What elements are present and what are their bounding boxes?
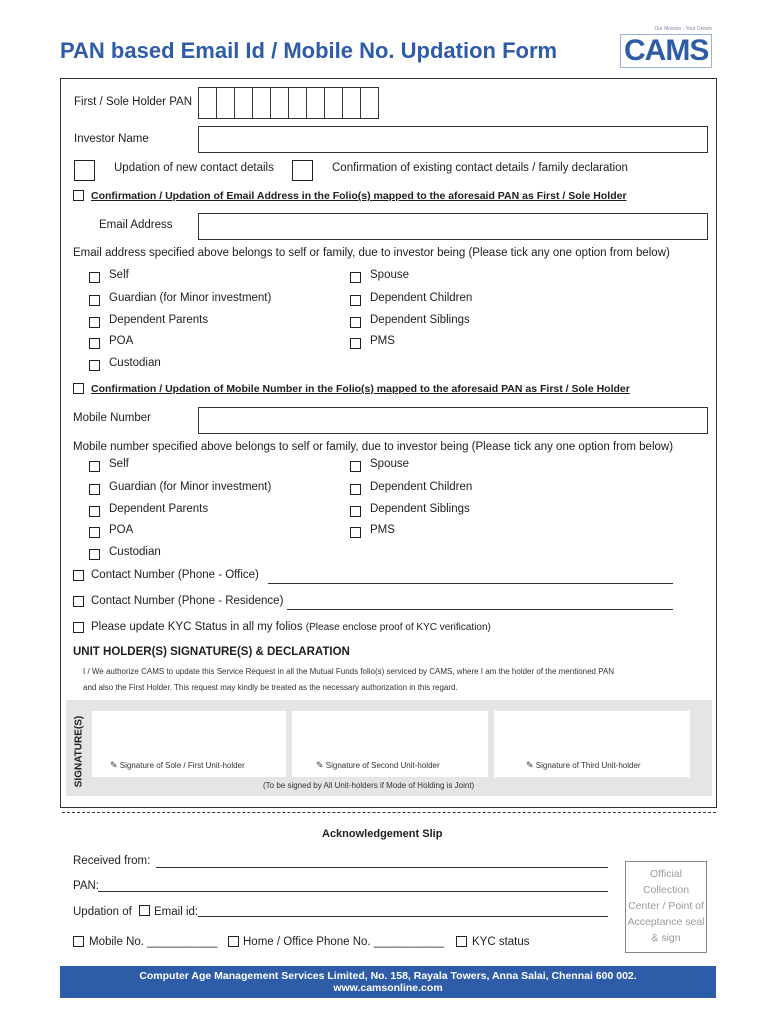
mobile-relation-left-4-checkbox[interactable] — [89, 549, 100, 560]
email-relation-left-1-checkbox[interactable] — [89, 295, 100, 306]
mobile-section-heading: Confirmation / Updation of Mobile Number in the Folio(s) mapped to the aforesaid PAN as First / Sole Holder — [91, 383, 630, 395]
email-section-checkbox[interactable] — [73, 190, 84, 201]
ack-kyc-checkbox[interactable] — [456, 936, 467, 947]
ack-email-line[interactable] — [198, 916, 608, 917]
mobile-number-input[interactable] — [198, 407, 708, 434]
ack-updation-label: Updation of — [73, 906, 132, 918]
mobile-relation-left-0-label: Self — [109, 458, 129, 470]
signature-second-label: Signature of Second Unit-holder — [325, 761, 440, 770]
ack-email-label: Email id: — [154, 906, 199, 918]
ack-title: Acknowledgement Slip — [322, 828, 443, 840]
mobile-relation-right-0-label: Spouse — [370, 458, 410, 470]
signature-third-label: Signature of Third Unit-holder — [535, 761, 641, 770]
residence-phone-line[interactable] — [287, 609, 673, 610]
email-relation-right-2-label: Dependent Siblings — [370, 314, 470, 326]
email-relation-right-1-label: Dependent Children — [370, 292, 473, 304]
email-belongs-text: Email address specified above belongs to self or family, due to investor being (Please tick any one option from below) — [73, 247, 670, 259]
signature-first-caption — [110, 760, 245, 771]
email-address-label: Email Address — [99, 219, 173, 231]
pan-label: First / Sole Holder PAN — [74, 96, 193, 108]
new-contact-label: Updation of new contact details — [114, 162, 274, 174]
investor-name-input[interactable] — [198, 126, 708, 153]
email-section-heading: Confirmation / Updation of Email Address in the Folio(s) mapped to the aforesaid PAN as First / Sole Holder — [91, 190, 627, 202]
pan-cell[interactable] — [360, 87, 379, 119]
ack-kyc-label: KYC status — [472, 936, 530, 948]
confirmation-checkbox[interactable] — [292, 160, 313, 181]
email-relation-right-2-checkbox[interactable] — [350, 317, 361, 328]
pan-cell[interactable] — [324, 87, 343, 119]
mobile-section-checkbox[interactable] — [73, 383, 84, 394]
footer-bar — [60, 966, 716, 998]
mobile-relation-left-2-checkbox[interactable] — [89, 506, 100, 517]
residence-phone-checkbox[interactable] — [73, 596, 84, 607]
cams-logo — [618, 26, 718, 70]
pen-icon: ✎ — [526, 760, 534, 770]
pan-cell[interactable] — [234, 87, 253, 119]
email-relation-right-0-label: Spouse — [370, 269, 410, 281]
mobile-relation-left-3-checkbox[interactable] — [89, 527, 100, 538]
email-relation-left-4-label: Custodian — [109, 357, 161, 369]
footer-address: Computer Age Management Services Limited, No. 158, Rayala Towers, Anna Salai, Chennai 600 002. — [139, 970, 637, 982]
email-relation-right-3-label: PMS — [370, 335, 395, 347]
mobile-relation-right-3-label: PMS — [370, 524, 395, 536]
kyc-update-checkbox[interactable] — [73, 622, 84, 633]
ack-received-from-label: Received from: — [73, 855, 151, 867]
signature-side-text: SIGNATURE(S) — [73, 715, 85, 788]
mobile-relation-right-1-label: Dependent Children — [370, 481, 473, 493]
signature-first-label: Signature of Sole / First Unit-holder — [119, 761, 245, 770]
email-relation-right-0-checkbox[interactable] — [350, 272, 361, 283]
logo-text: CAMS — [620, 34, 712, 68]
email-relation-right-3-checkbox[interactable] — [350, 338, 361, 349]
email-address-input[interactable] — [198, 213, 708, 240]
email-relation-left-4-checkbox[interactable] — [89, 360, 100, 371]
email-relation-left-1-label: Guardian (for Minor investment) — [109, 292, 272, 304]
declaration-line-2: and also the First Holder. This request may kindly be treated as the necessary authorization in this regard. — [83, 683, 458, 692]
declaration-heading: UNIT HOLDER(S) SIGNATURE(S) & DECLARATION — [73, 646, 350, 658]
ack-mobile-label: Mobile No. ___________ — [89, 936, 218, 948]
office-phone-line[interactable] — [268, 583, 673, 584]
kyc-update-note: (Please enclose proof of KYC verification) — [305, 622, 491, 633]
cut-line — [62, 812, 716, 813]
mobile-number-label: Mobile Number — [73, 412, 151, 424]
logo-tagline: Our Mission - Your Dream — [654, 26, 712, 32]
office-phone-label: Contact Number (Phone - Office) — [91, 569, 259, 581]
investor-name-label: Investor Name — [74, 133, 149, 145]
mobile-relation-right-1-checkbox[interactable] — [350, 484, 361, 495]
form-title: PAN based Email Id / Mobile No. Updation Form — [60, 38, 558, 63]
email-relation-left-0-label: Self — [109, 269, 129, 281]
ack-mobile-checkbox[interactable] — [73, 936, 84, 947]
pan-cell[interactable] — [216, 87, 235, 119]
pan-cell[interactable] — [342, 87, 361, 119]
pan-cell[interactable] — [198, 87, 217, 119]
mobile-relation-left-3-label: POA — [109, 524, 134, 536]
mobile-relation-right-2-label: Dependent Siblings — [370, 503, 470, 515]
kyc-update-label — [91, 621, 491, 633]
kyc-update-main: Please update KYC Status in all my folios — [91, 621, 303, 633]
ack-pan-line[interactable] — [98, 891, 608, 892]
mobile-belongs-text: Mobile number specified above belongs to self or family, due to investor being (Please tick any one option from below) — [73, 441, 674, 453]
ack-home-phone-checkbox[interactable] — [228, 936, 239, 947]
email-relation-left-0-checkbox[interactable] — [89, 272, 100, 283]
official-seal-box: Official Collection Center / Point of Acceptance seal & sign — [625, 861, 707, 953]
pan-cell[interactable] — [252, 87, 271, 119]
email-relation-left-3-checkbox[interactable] — [89, 338, 100, 349]
pen-icon: ✎ — [110, 760, 118, 770]
mobile-relation-left-2-label: Dependent Parents — [109, 503, 209, 515]
mobile-relation-right-0-checkbox[interactable] — [350, 461, 361, 472]
pan-input-cells[interactable] — [199, 87, 379, 119]
pan-cell[interactable] — [270, 87, 289, 119]
ack-received-from-line[interactable] — [156, 867, 608, 868]
signature-note: (To be signed by All Unit-holders if Mode of Holding is Joint) — [263, 781, 475, 790]
signature-third-caption — [526, 760, 641, 771]
mobile-relation-left-0-checkbox[interactable] — [89, 461, 100, 472]
email-relation-left-2-label: Dependent Parents — [109, 314, 209, 326]
pan-cell[interactable] — [288, 87, 307, 119]
ack-home-phone-label: Home / Office Phone No. ___________ — [243, 936, 445, 948]
mobile-relation-left-1-checkbox[interactable] — [89, 484, 100, 495]
email-relation-left-2-checkbox[interactable] — [89, 317, 100, 328]
mobile-relation-right-2-checkbox[interactable] — [350, 506, 361, 517]
mobile-relation-left-4-label: Custodian — [109, 546, 161, 558]
footer-website[interactable]: www.camsonline.com — [333, 982, 443, 994]
mobile-relation-left-1-label: Guardian (for Minor investment) — [109, 481, 272, 493]
email-relation-right-1-checkbox[interactable] — [350, 295, 361, 306]
declaration-line-1: I / We authorize CAMS to update this Service Request in all the Mutual Funds folio(s) serviced by CAMS, where I am the holder of the mentioned PAN — [83, 667, 615, 676]
signature-side-label — [68, 712, 90, 796]
ack-pan-label: PAN: — [73, 880, 99, 892]
ack-email-checkbox[interactable] — [139, 905, 150, 916]
email-relation-left-3-label: POA — [109, 335, 134, 347]
confirmation-label: Confirmation of existing contact details / family declaration — [332, 162, 628, 174]
new-contact-checkbox[interactable] — [74, 160, 95, 181]
residence-phone-label: Contact Number (Phone - Residence) — [91, 595, 284, 607]
pen-icon: ✎ — [316, 760, 324, 770]
pan-cell[interactable] — [306, 87, 325, 119]
office-phone-checkbox[interactable] — [73, 570, 84, 581]
mobile-relation-right-3-checkbox[interactable] — [350, 527, 361, 538]
signature-second-caption — [316, 760, 440, 771]
